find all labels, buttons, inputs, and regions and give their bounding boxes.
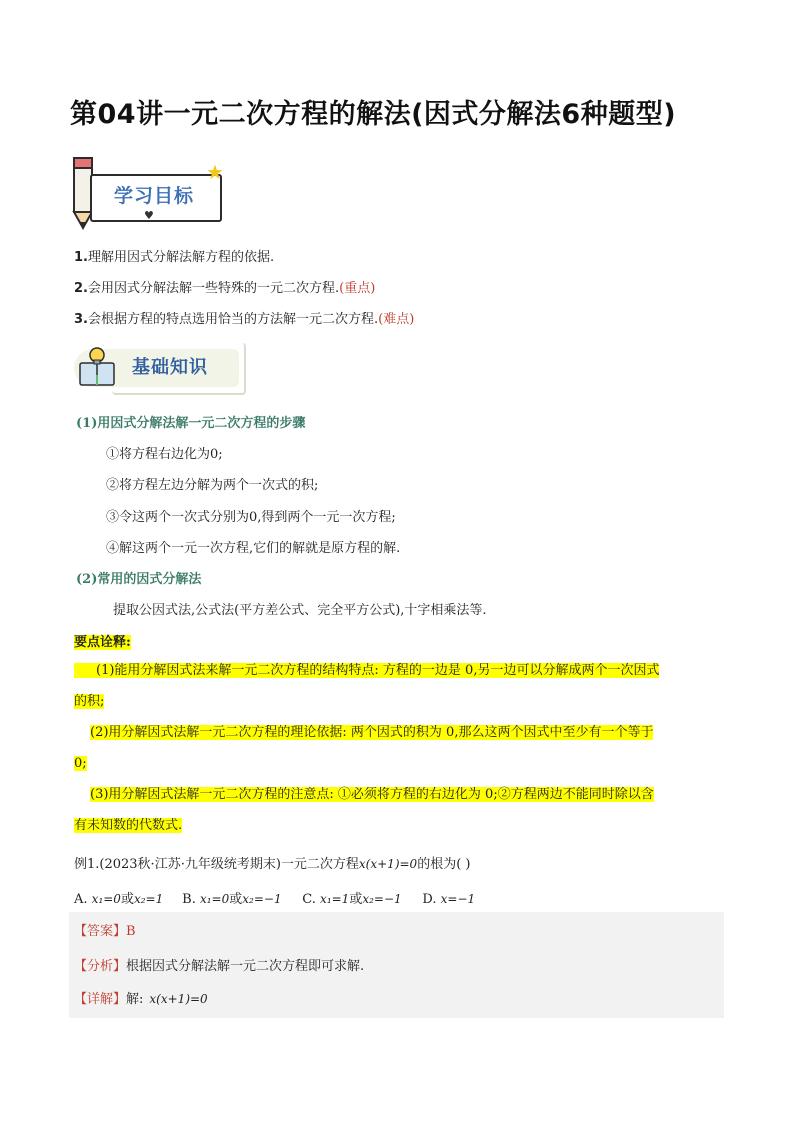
- goals-banner-label: 学习目标: [113, 185, 194, 207]
- key-points-label: 要点诠释:: [74, 635, 131, 650]
- option-d: D. x=−1: [422, 892, 476, 907]
- step-1: ①将方程右边化为0;: [106, 447, 223, 462]
- example-equation: x(x+1)=0: [358, 857, 418, 871]
- star-icon: ★: [206, 160, 224, 184]
- key-note-1: (1)能用分解因式法来解一元二次方程的结构特点: 方程的一边是 0,另一边可以分解成两个一次因式 的积;: [74, 663, 660, 709]
- section-1-heading: (1)用因式分解法解一元二次方程的步骤: [76, 416, 306, 431]
- book-bulb-icon: [78, 345, 118, 389]
- option-a: A. x₁=0或x₂=1: [74, 892, 164, 907]
- heart-icon: ♥: [144, 209, 154, 222]
- example-question: 例1.(2023秋·江苏·九年级统考期末)一元二次方程x(x+1)=0的根为( ): [74, 857, 471, 872]
- section-2-text: 提取公因式法,公式法(平方差公式、完全平方公式),十字相乘法等.: [113, 603, 487, 618]
- answer-line: 【答案】B: [74, 924, 136, 939]
- option-b: B. x₁=0或x₂=−1: [182, 892, 282, 907]
- key-note-3: (3)用分解因式法解一元二次方程的注意点: ①必须将方程的右边化为 0;②方程两边不能同时除以含 有未知数的代数式.: [74, 787, 654, 833]
- option-c: C. x₁=1或x₂=−1: [302, 892, 402, 907]
- detail-line: 【详解】解: x(x+1)=0: [74, 992, 208, 1007]
- key-note-2: (2)用分解因式法解一元二次方程的理论依据: 两个因式的积为 0,那么这两个因式中至少有一个等于 0;: [74, 725, 654, 771]
- knowledge-banner: [74, 343, 244, 395]
- step-3: ③令这两个一次式分别为0,得到两个一元一次方程;: [106, 510, 396, 525]
- analysis-line: 【分析】根据因式分解法解一元二次方程即可求解.: [74, 959, 365, 974]
- example-options: [74, 888, 475, 907]
- knowledge-banner-label: 基础知识: [132, 357, 208, 378]
- objective-2: 2.会用因式分解法解一些特殊的一元二次方程.(重点): [74, 281, 376, 296]
- section-2-heading: (2)常用的因式分解法: [76, 572, 202, 587]
- step-2: ②将方程左边分解为两个一次式的积;: [106, 478, 319, 493]
- step-4: ④解这两个一元一次方程,它们的解就是原方程的解.: [106, 541, 401, 556]
- goals-banner: [66, 152, 236, 232]
- page-title: 第04讲一元二次方程的解法(因式分解法6种题型): [70, 99, 677, 130]
- objective-3: 3.会根据方程的特点选用恰当的方法解一元二次方程.(难点): [74, 312, 415, 327]
- objective-1: 1.理解用因式分解法解方程的依据.: [74, 250, 275, 265]
